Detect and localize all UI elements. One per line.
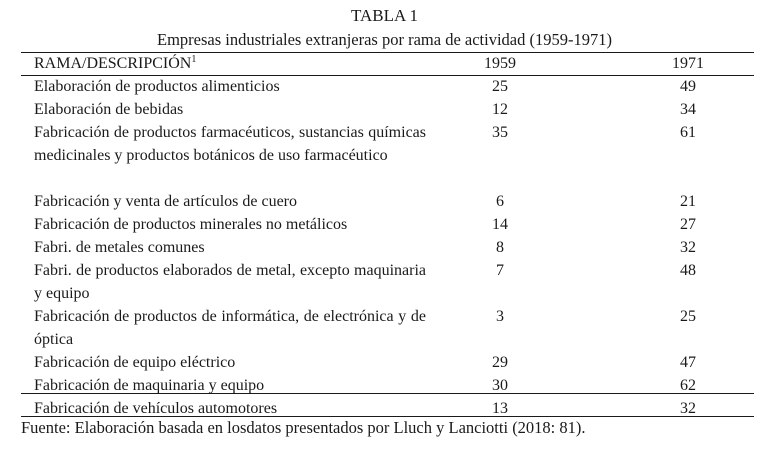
header-footnote-mark: 1 xyxy=(191,54,197,65)
row-value-1959: 12 xyxy=(492,101,508,118)
row-description: Fabricación de vehículos automotores xyxy=(34,400,278,417)
row-value-1971: 32 xyxy=(680,239,696,256)
header-1959: 1959 xyxy=(484,55,516,72)
row-description: Fabricación de productos minerales no metálicos xyxy=(34,216,348,233)
row-value-1959: 3 xyxy=(496,308,504,325)
table-label: TABLA 1 xyxy=(350,6,419,25)
row-value-1959: 25 xyxy=(492,78,508,95)
row-description: Fabricación de productos farmacéuticos, sustancias químicas medicinales y productos botánicos de uso farmacéutico xyxy=(34,124,426,164)
row-value-1959: 6 xyxy=(496,193,504,210)
table-title: Empresas industriales extranjeras por rama de actividad (1959-1971) xyxy=(157,30,612,49)
row-value-1971: 34 xyxy=(680,101,696,118)
row-description: Elaboración de productos alimenticios xyxy=(34,78,280,95)
row-description: Fabricación y venta de artículos de cuero xyxy=(34,193,297,210)
header-description xyxy=(34,52,426,75)
row-value-1971: 21 xyxy=(680,193,696,210)
row-value-1971: 61 xyxy=(680,124,696,141)
row-value-1971: 32 xyxy=(680,400,696,417)
row-value-1959: 29 xyxy=(492,354,508,371)
last-row-rule xyxy=(21,393,754,394)
row-value-1959: 35 xyxy=(492,124,508,141)
header-1971: 1971 xyxy=(672,55,704,72)
header-description-label: RAMA/DESCRIPCIÓN xyxy=(34,55,192,72)
row-value-1971: 25 xyxy=(680,308,696,325)
row-value-1971: 62 xyxy=(680,377,696,394)
row-value-1971: 47 xyxy=(680,354,696,371)
row-value-1971: 27 xyxy=(680,216,696,233)
source-note: Fuente: Elaboración basada en losdatos presentados por Lluch y Lanciotti (2018: 81). xyxy=(21,418,586,437)
row-value-1959: 14 xyxy=(492,216,508,233)
row-description: Fabricación de productos de informática, de electrónica y de óptica xyxy=(34,308,426,348)
row-description: Elaboración de bebidas xyxy=(34,101,184,118)
row-value-1971: 49 xyxy=(680,78,696,95)
row-description: Fabri. de metales comunes xyxy=(34,239,205,256)
row-value-1959: 7 xyxy=(496,262,504,279)
row-description: Fabri. de productos elaborados de metal, excepto maquinaria y equipo xyxy=(34,262,426,302)
row-value-1959: 30 xyxy=(492,377,508,394)
row-description: Fabricación de equipo eléctrico xyxy=(34,354,236,371)
row-value-1971: 48 xyxy=(680,262,696,279)
row-value-1959: 13 xyxy=(492,400,508,417)
row-value-1959: 8 xyxy=(496,239,504,256)
row-description: Fabricación de maquinaria y equipo xyxy=(34,377,265,394)
